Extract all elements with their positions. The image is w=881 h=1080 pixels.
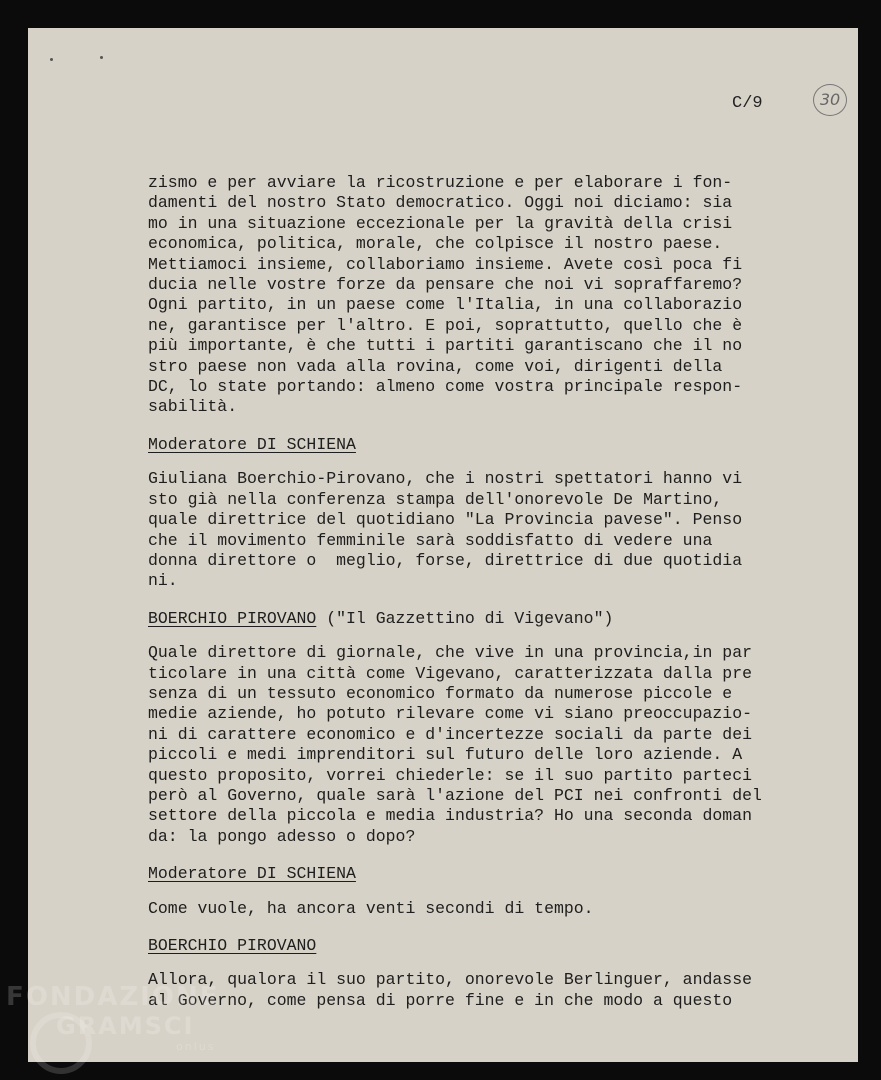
watermark-line-3: onlus	[176, 1040, 216, 1053]
paper-speck	[100, 56, 103, 59]
paper-speck	[50, 58, 53, 61]
speaker-affiliation: ("Il Gazzettino di Vigevano")	[316, 608, 614, 628]
speaker-heading	[148, 435, 818, 455]
text-line: ne, garantisce per l'altro. E poi, soprattutto, quello che è	[148, 315, 743, 335]
text-line: damenti del nostro Stato democratico. Oggi noi diciamo: sia	[148, 193, 733, 213]
text-line: Ogni partito, in un paese come l'Italia, in una collaborazio	[148, 295, 743, 315]
text-line: senza di un tessuto economico formato da numerose piccole e	[148, 683, 733, 703]
paragraph	[148, 899, 818, 919]
paragraph	[148, 643, 818, 847]
speaker-heading	[148, 864, 818, 884]
text-line: stro paese non vada alla rovina, come voi, dirigenti della	[148, 356, 723, 376]
text-line: Giuliana Boerchio-Pirovano, che i nostri spettatori hanno vi	[148, 469, 743, 489]
text-line: Allora, qualora il suo partito, onorevole Berlinguer, andasse	[148, 970, 752, 990]
document-page	[28, 28, 858, 1062]
transcript-body	[148, 173, 818, 1011]
circled-page-number: 30	[813, 84, 847, 116]
speaker-heading	[148, 609, 818, 629]
speaker-name: Moderatore DI SCHIENA	[148, 864, 356, 884]
text-line: Come vuole, ha ancora venti secondi di tempo.	[148, 898, 594, 918]
text-line: al Governo, come pensa di porre fine e in che modo a questo	[148, 990, 733, 1010]
text-line: questo proposito, vorrei chiederle: se il suo partito parteci	[148, 765, 752, 785]
text-line: sabilità.	[148, 397, 238, 417]
page-reference: C/9	[732, 94, 763, 113]
text-line: Mettiamoci insieme, collaboriamo insieme. Avete così poca fi	[148, 254, 743, 274]
text-line: sto già nella conferenza stampa dell'onorevole De Martino,	[148, 489, 723, 509]
text-line: però al Governo, quale sarà l'azione del PCI nei confronti del	[148, 785, 762, 805]
watermark-line-1: FONDAZIONE	[6, 982, 220, 1012]
paragraph	[148, 173, 818, 418]
text-line: ni di carattere economico e d'incertezze sociali da parte dei	[148, 724, 752, 744]
text-line: medie aziende, ho potuto rilevare come vi siano preoccupazio-	[148, 704, 752, 724]
text-line: da: la pongo adesso o dopo?	[148, 826, 416, 846]
text-line: ticolare in una città come Vigevano, caratterizzata dalla pre	[148, 663, 752, 683]
text-line: settore della piccola e media industria? Ho una seconda doman	[148, 806, 752, 826]
paragraph	[148, 469, 818, 591]
text-line: zismo e per avviare la ricostruzione e per elaborare i fon-	[148, 173, 733, 192]
watermark-line-2: GRAMSCI	[56, 1012, 195, 1040]
text-line: Quale direttore di giornale, che vive in una provincia,in par	[148, 643, 752, 663]
text-line: economica, politica, morale, che colpisce il nostro paese.	[148, 234, 723, 254]
text-line: mo in una situazione eccezionale per la gravità della crisi	[148, 213, 733, 233]
text-line: quale direttrice del quotidiano "La Provincia pavese". Penso	[148, 510, 743, 530]
paragraph	[148, 970, 818, 1011]
speaker-name: Moderatore DI SCHIENA	[148, 434, 356, 454]
text-line: ducia nelle vostre forze da pensare che noi vi sopraffaremo?	[148, 275, 743, 295]
speaker-name: BOERCHIO PIROVANO	[148, 936, 317, 955]
text-line: che il movimento femminile sarà soddisfatto di vedere una	[148, 530, 713, 550]
speaker-heading	[148, 936, 818, 956]
watermark-circle-icon	[30, 1012, 92, 1074]
speaker-name: BOERCHIO PIROVANO	[148, 608, 317, 628]
text-line: più importante, è che tutti i partiti garantiscano che il no	[148, 336, 743, 356]
text-line: DC, lo state portando: almeno come vostra principale respon-	[148, 377, 743, 397]
text-line: piccoli e medi imprenditori sul futuro delle loro aziende. A	[148, 745, 743, 765]
text-line: donna direttore o meglio, forse, direttrice di due quotidia	[148, 550, 743, 570]
text-line: ni.	[148, 571, 178, 591]
